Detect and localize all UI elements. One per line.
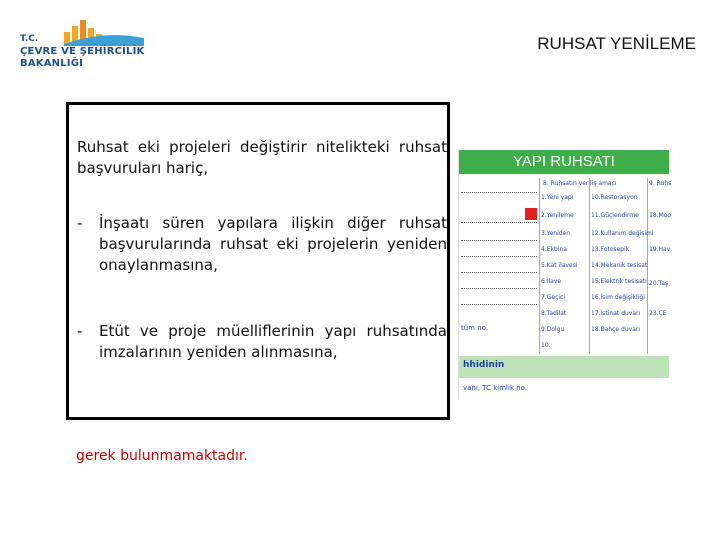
permit-option: 17.İstinat duvarı (591, 310, 641, 317)
permit-option: 2.Yenileme (541, 212, 574, 219)
permit-title: YAPI RUHSATI (459, 150, 669, 174)
permit-option: 16.İsim değişikliği (591, 294, 645, 301)
list-item-text: İnşaatı süren yapılara ilişkin diğer ruhsat başvurularında ruhsat eki projelerin yeniden onaylanmasına, (99, 214, 447, 274)
dotted-line (461, 272, 537, 273)
permit-option: 13.Fotosepik (591, 246, 630, 253)
logo-line2: BAKANLIĞI (20, 58, 84, 69)
logo-tc: T.C. (20, 34, 39, 44)
permit-option: 1.Yeni yapı (541, 194, 574, 201)
permit-option: 18.Bahçe duvarı (591, 326, 641, 333)
permit-band-label: hhidinin (463, 360, 505, 370)
permit-option: 18.Moo (649, 212, 672, 219)
checkbox-marked (525, 208, 537, 220)
building-bars-icon (64, 16, 144, 46)
dotted-line (461, 288, 537, 289)
permit-option: 14.Mekanik tesisat (591, 262, 648, 269)
dotted-line (461, 304, 537, 305)
list-item (77, 321, 447, 363)
conclusion-text: gerek bulunmamaktadır. (76, 448, 248, 464)
permit-option: 8.Tadilat (541, 310, 567, 317)
grid-line (539, 178, 540, 354)
list-dash: - (77, 322, 83, 340)
permit-option: 5.Kat ilavesi (541, 262, 578, 269)
logo-line1: ÇEVRE VE ŞEHİRCİLİK (20, 46, 145, 57)
list-item-text: Etüt ve proje müelliflerinin yapı ruhsatında imzalarının yeniden alınmasına, (99, 322, 447, 361)
permit-option: 10.Restorasyon (591, 194, 638, 201)
permit-left-label: tüm no. (461, 324, 489, 332)
permit-option: 6.İlave (541, 278, 562, 285)
permit-section-label: 8. Ruhsatın veriliş amacı (543, 180, 617, 187)
permit-section-label-right: 9. Ruhs (649, 180, 672, 187)
building-permit-image (458, 150, 672, 400)
grid-line (589, 178, 590, 354)
permit-option: 15.Elektrik tesisatı (591, 278, 647, 285)
permit-option: 20.Taş (649, 280, 669, 287)
permit-option: 4.Ekbina (541, 246, 567, 253)
dotted-line (461, 256, 537, 257)
permit-option: 10. (541, 342, 551, 349)
permit-option: 3.Yeniden (541, 230, 571, 237)
dotted-line (461, 192, 537, 193)
content-box (66, 102, 450, 420)
page-title: RUHSAT YENİLEME (537, 34, 696, 53)
permit-band-sub: vanı, TC kimlik no. (463, 384, 528, 392)
dotted-line (461, 222, 537, 223)
dotted-line (461, 240, 537, 241)
permit-option: 12.Kullanım değişimi (591, 230, 654, 237)
list-dash: - (77, 214, 83, 232)
permit-option: 23.ÇE (649, 310, 667, 317)
ministry-logo (14, 14, 164, 70)
list-item (77, 213, 447, 276)
permit-option: 19.Hav (649, 246, 671, 253)
intro-paragraph: Ruhsat eki projeleri değiştirir nitelikteki ruhsat başvuruları hariç, (77, 138, 447, 177)
permit-option: 11.Güçlendirme (591, 212, 639, 219)
permit-option: 7.Geçici (541, 294, 565, 301)
permit-option: 9.Dolgu (541, 326, 565, 333)
